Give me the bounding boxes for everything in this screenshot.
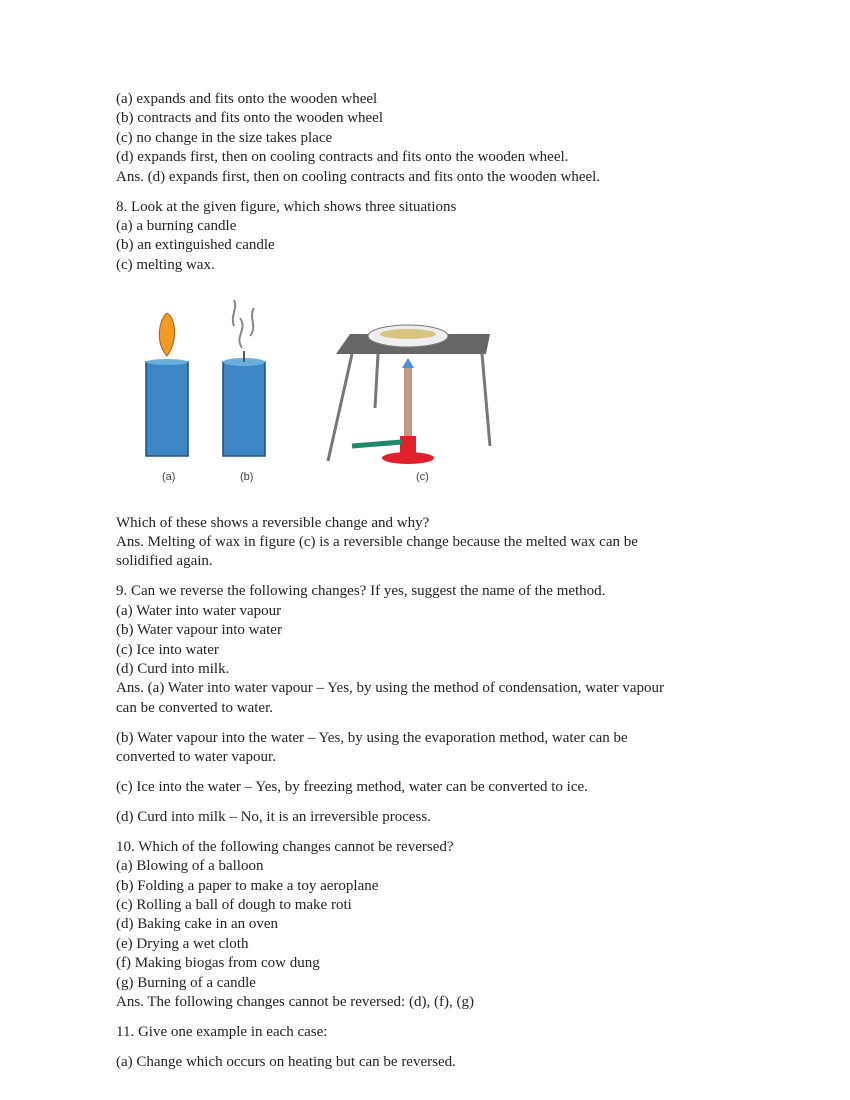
- figure-label-c: (c): [416, 470, 429, 483]
- figure-candles-and-burner: [116, 284, 756, 512]
- document-page: [116, 90, 756, 1083]
- burning-candle-image: [146, 313, 188, 456]
- text-line: 11. Give one example in each case:: [116, 1024, 328, 1040]
- text-line: (a) Water into water vapour: [116, 602, 282, 619]
- text-line: (b) Water vapour into water: [116, 622, 282, 639]
- candles-burner-illustration: [130, 296, 500, 471]
- text-line: (g) Burning of a candle: [116, 974, 256, 991]
- paragraph: [116, 514, 756, 572]
- text-line: (c) no change in the size takes place: [116, 129, 333, 146]
- text-line: (b) an extinguished candle: [116, 237, 275, 254]
- text-line: (c) Rolling a ball of dough to make roti: [116, 897, 352, 914]
- text-line: Ans. (d) expands first, then on cooling contracts and fits onto the wooden wheel.: [116, 168, 601, 185]
- paragraph: [116, 1023, 756, 1042]
- text-line: (a) expands and fits onto the wooden wheel: [116, 91, 378, 107]
- text-line: (c) melting wax.: [116, 256, 215, 273]
- paragraph: [116, 582, 756, 718]
- text-line: 8. Look at the given figure, which shows three situations: [116, 198, 457, 215]
- figure-label-a: (a): [162, 470, 176, 483]
- text-line: (b) Folding a paper to make a toy aeroplane: [116, 877, 379, 894]
- text-line: (b) contracts and fits onto the wooden wheel: [116, 110, 384, 127]
- paragraph: [116, 1053, 756, 1072]
- text-line: (a) Blowing of a balloon: [116, 858, 264, 875]
- text-line: Ans. The following changes cannot be reversed: (d), (f), (g): [116, 994, 474, 1011]
- text-line: (c) Ice into the water – Yes, by freezing method, water can be converted to ice.: [116, 779, 588, 796]
- text-line: Ans. Melting of wax in figure (c) is a reversible change because the melted wax can be: [116, 534, 638, 551]
- text-line: (b) Water vapour into the water – Yes, by using the evaporation method, water can be: [116, 729, 628, 746]
- paragraph: [116, 838, 756, 1013]
- text-line: can be converted to water.: [116, 699, 274, 716]
- text-line: (d) Curd into milk.: [116, 661, 230, 677]
- paragraph: [116, 198, 756, 276]
- text-line: converted to water vapour.: [116, 749, 276, 766]
- paragraph: [116, 90, 756, 187]
- text-line: 9. Can we reverse the following changes? If yes, suggest the name of the method.: [116, 583, 606, 600]
- paragraph: [116, 729, 756, 768]
- text-line: Ans. (a) Water into water vapour – Yes, by using the method of condensation, water vapour: [116, 680, 664, 697]
- text-line: (a) Change which occurs on heating but can be reversed.: [116, 1053, 456, 1070]
- paragraph: [116, 778, 756, 797]
- text-line: (d) Curd into milk – No, it is an irreversible process.: [116, 808, 431, 825]
- text-line: Which of these shows a reversible change and why?: [116, 514, 430, 531]
- melting-wax-burner-image: [328, 325, 490, 464]
- extinguished-candle-image: [223, 300, 265, 456]
- text-line: (a) a burning candle: [116, 217, 237, 234]
- paragraph: [116, 808, 756, 827]
- figure-label-b: (b): [240, 470, 254, 483]
- text-line: (f) Making biogas from cow dung: [116, 955, 320, 972]
- text-line: solidified again.: [116, 553, 213, 570]
- text-line: (c) Ice into water: [116, 641, 219, 658]
- text-line: (e) Drying a wet cloth: [116, 935, 249, 952]
- text-line: 10. Which of the following changes cannot be reversed?: [116, 838, 454, 855]
- text-line: (d) expands first, then on cooling contracts and fits onto the wooden wheel.: [116, 149, 569, 166]
- text-line: (d) Baking cake in an oven: [116, 916, 279, 933]
